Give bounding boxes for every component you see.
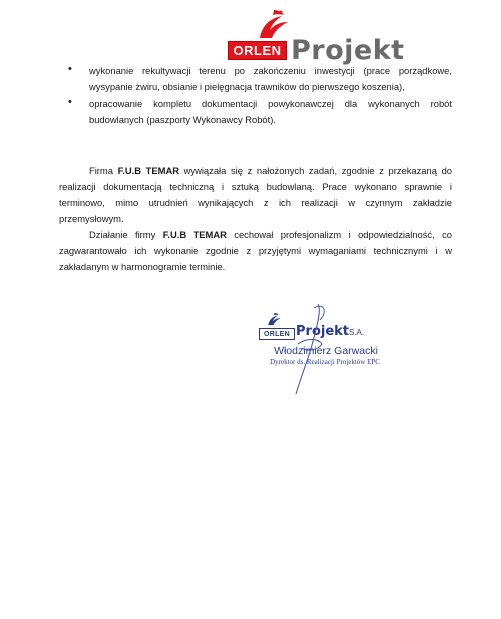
bullet-marker: • <box>68 96 72 108</box>
stamp-projekt-text: Projekt <box>296 324 350 339</box>
bullet-2-line-2: budowlanych (paszporty Wykonawcy Robót). <box>89 114 276 125</box>
orlen-projekt-logo <box>228 8 405 66</box>
paragraph-2-pre: Działanie firmy <box>89 229 163 240</box>
handwritten-signature <box>288 300 338 400</box>
paragraph-1-line-4: przemysłowym. <box>59 213 124 224</box>
stamp-signatory-name: Włodzimierz Garwacki <box>274 345 378 357</box>
orlen-logo-box <box>228 41 287 60</box>
stamp-signatory-title: Dyrektor ds. Realizacji Projektów EPC <box>270 358 380 366</box>
orlen-eagle-icon <box>256 8 290 40</box>
bullet-1-line-1: wykonanie rekultywacji terenu po zakończeniu inwestycji (prace porządkowe, <box>89 65 452 76</box>
stamp-sa-text: S.A. <box>349 328 365 337</box>
bullet-marker: • <box>68 63 72 75</box>
paragraph-1-pre: Firma <box>89 165 118 176</box>
paragraph-1-line-2: realizacji dokumentacją techniczną i sztuką budowlaną. Prace wykonano sprawnie i <box>59 181 452 192</box>
company-name: F.U.B TEMAR <box>117 165 179 176</box>
bullet-2-line-1: opracowanie kompletu dokumentacji powykonawczej dla wykonanych robót <box>89 98 452 109</box>
logo-orlen-text: ORLEN <box>233 43 282 58</box>
paragraph-2-post: cechował profesjonalizm i odpowiedzialność, co <box>226 229 452 240</box>
paragraph-1-line-3: terminowo, mimo utrudnień wynikających z ich realizacji w czynnym zakładzie <box>59 197 452 208</box>
paragraph-1-line-1 <box>89 163 452 179</box>
bullet-1-line-2: wysypanie żwiru, obsianie i pielęgnacja trawników do pierwszego koszenia), <box>89 81 405 92</box>
stamp-eagle-icon <box>266 312 282 326</box>
paragraph-1-post: wywiązała się z nałożonych zadań, zgodnie z przekazaną do <box>178 165 453 176</box>
logo-projekt-text: Projekt <box>291 35 405 66</box>
paragraph-2-line-2: zagwarantowało ich wykonanie zgodnie z przyjętymi wymaganiami technicznymi i w <box>59 245 452 256</box>
paragraph-2-line-1 <box>89 227 452 243</box>
paragraph-2-line-3: zakładanym w harmonogramie terminie. <box>59 261 226 272</box>
company-name: F.U.B TEMAR <box>162 229 227 240</box>
stamp-orlen-text: ORLEN <box>264 330 290 338</box>
